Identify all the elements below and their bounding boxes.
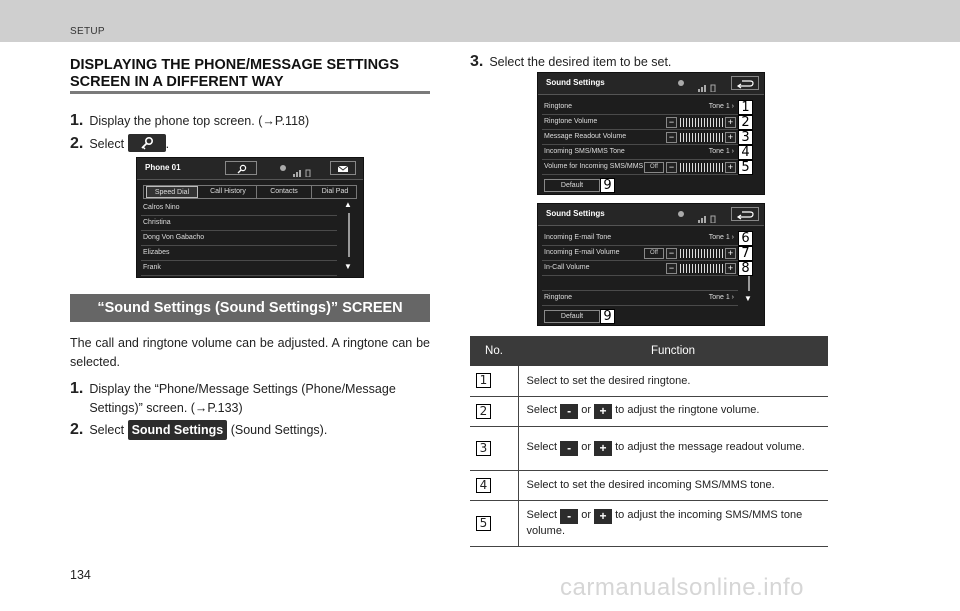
ringtone-volume-row: [542, 115, 738, 130]
tab-dial-pad[interactable]: Dial Pad: [321, 188, 349, 195]
title-rule: [70, 91, 430, 94]
phone-screen-title: Phone 01: [145, 163, 181, 172]
ringtone-row[interactable]: [542, 291, 738, 306]
volume-plus-button[interactable]: +: [725, 248, 736, 259]
function-cell: [518, 396, 828, 426]
sound-screen-header: [538, 73, 764, 95]
row-tone: Tone 1 ›: [708, 103, 734, 110]
table-row: [470, 470, 828, 500]
signal-icon: [293, 164, 315, 172]
row-tone: Tone 1 ›: [708, 294, 734, 301]
step-text: Display the phone top screen. (→P.118): [89, 114, 310, 128]
phone-screen-header: [137, 158, 363, 180]
function-table: [470, 336, 828, 547]
sound-screen-title: Sound Settings: [546, 209, 605, 218]
default-button[interactable]: Default: [544, 179, 600, 192]
bluetooth-icon: [280, 165, 286, 171]
row-label: In-Call Volume: [544, 264, 590, 271]
step-3: [470, 53, 671, 71]
step-number: 1.: [70, 380, 84, 397]
minus-button-icon: -: [560, 509, 578, 524]
minus-button-icon: -: [560, 441, 578, 456]
column-header-no: No.: [470, 336, 518, 366]
default-button[interactable]: Default: [544, 310, 600, 323]
step-number: 2.: [70, 421, 84, 438]
function-text: Select: [526, 441, 558, 453]
table-row: [470, 500, 828, 546]
section-label: SETUP: [70, 26, 105, 37]
tab-call-history[interactable]: Call History: [200, 186, 257, 198]
column-header-function: Function: [518, 336, 828, 366]
in-call-volume-row: [542, 261, 738, 276]
function-text: to adjust the ringtone volume.: [615, 404, 760, 416]
page-number: 134: [70, 568, 91, 582]
table-row: [470, 366, 828, 396]
volume-minus-button[interactable]: −: [666, 162, 677, 173]
sms-volume-row: [542, 160, 738, 175]
step-1b: [70, 380, 430, 418]
contact-name: Frank: [143, 264, 161, 271]
callout-5: 5: [738, 160, 753, 175]
back-icon[interactable]: [731, 207, 759, 221]
step-text-end: .: [165, 137, 170, 151]
back-icon[interactable]: [731, 76, 759, 90]
volume-bar[interactable]: [680, 264, 724, 273]
callout-9: 9: [600, 178, 615, 193]
row-number-cell: [470, 366, 518, 396]
scrollbar[interactable]: [748, 276, 750, 291]
volume-bar[interactable]: [680, 133, 724, 142]
row-number-cell: [470, 500, 518, 546]
sound-settings-screen-2: [537, 203, 765, 326]
contact-row[interactable]: [141, 216, 337, 231]
row-label: Volume for Incoming SMS/MMS: [544, 163, 644, 170]
row-number: 4: [476, 478, 491, 493]
plus-button-icon: +: [594, 404, 612, 419]
signal-icon: [698, 210, 720, 218]
function-text: or: [581, 441, 591, 453]
scroll-down-icon[interactable]: ▼: [744, 294, 752, 303]
callout-4: 4: [738, 145, 753, 160]
scroll-up-icon[interactable]: ▲: [344, 200, 352, 209]
volume-bar[interactable]: [680, 163, 724, 172]
function-cell: [518, 426, 828, 470]
settings-button-icon: [128, 134, 166, 152]
row-label: Incoming SMS/MMS Tone: [544, 148, 625, 155]
off-toggle[interactable]: Off: [644, 162, 664, 173]
empty-row: [542, 276, 738, 291]
step-number: 1.: [70, 112, 84, 129]
sound-screen-title: Sound Settings: [546, 78, 605, 87]
volume-minus-button[interactable]: −: [666, 117, 677, 128]
step-text: Select: [89, 137, 125, 151]
contact-row[interactable]: [141, 246, 337, 261]
row-number-cell: [470, 396, 518, 426]
tab-contacts[interactable]: Contacts: [257, 186, 312, 198]
table-row: [470, 396, 828, 426]
step-text-end: (Sound Settings).: [230, 423, 328, 437]
step-1: [70, 112, 309, 130]
volume-bar[interactable]: [680, 118, 724, 127]
row-number: 1: [476, 373, 491, 388]
step-text: Select the desired item to be set.: [489, 55, 672, 69]
sms-tone-row[interactable]: [542, 145, 738, 160]
table-header-row: [470, 336, 828, 366]
settings-key-icon[interactable]: [225, 161, 257, 175]
callout-6: 6: [738, 231, 753, 246]
message-icon[interactable]: [330, 161, 356, 175]
row-label: Incoming E-mail Tone: [544, 234, 612, 241]
step-2: [70, 134, 169, 153]
step-number: 3.: [470, 53, 484, 70]
function-text: to adjust the incoming SMS/MMS tone volume.: [526, 509, 803, 537]
volume-minus-button[interactable]: −: [666, 263, 677, 274]
phone-tabbar: [143, 185, 357, 199]
email-volume-row: [542, 246, 738, 261]
callout-1: 1: [738, 100, 753, 115]
function-cell: Select to set the desired incoming SMS/MMS tone.: [518, 470, 828, 500]
row-tone: Tone 1 ›: [708, 148, 734, 155]
volume-minus-button[interactable]: −: [666, 248, 677, 259]
row-number-cell: [470, 426, 518, 470]
plus-button-icon: +: [594, 509, 612, 524]
contact-row[interactable]: [141, 201, 337, 216]
contact-row[interactable]: [141, 231, 337, 246]
row-label: Ringtone: [544, 103, 573, 110]
header-bar: [0, 0, 960, 42]
phone-screen: [136, 157, 364, 278]
row-label: Ringtone Volume: [544, 118, 598, 125]
callout-7: 7: [738, 246, 753, 261]
message-readout-row: [542, 130, 738, 145]
row-label: Ringtone: [544, 294, 573, 301]
volume-plus-button[interactable]: +: [725, 263, 736, 274]
row-tone: Tone 1 ›: [708, 234, 734, 241]
tab-speed-dial[interactable]: Speed Dial: [146, 186, 198, 198]
sound-settings-screen-1: [537, 72, 765, 195]
row-label: Message Readout Volume: [544, 133, 627, 140]
row-label: Incoming E-mail Volume: [544, 249, 620, 256]
contact-name: Christina: [143, 219, 171, 226]
step-number: 2.: [70, 135, 84, 152]
section-title: DISPLAYING THE PHONE/MESSAGE SETTINGS SCREEN IN A DIFFERENT WAY: [70, 57, 399, 90]
off-toggle[interactable]: Off: [644, 248, 664, 259]
scrollbar[interactable]: [348, 213, 350, 257]
volume-plus-button[interactable]: +: [725, 162, 736, 173]
contact-name: Calros Nino: [143, 204, 180, 211]
volume-plus-button[interactable]: +: [725, 132, 736, 143]
function-text: Select: [526, 509, 558, 521]
contact-name: Elizabes: [143, 249, 170, 256]
row-number: 5: [476, 516, 491, 531]
plus-button-icon: +: [594, 441, 612, 456]
contact-row[interactable]: [141, 261, 337, 276]
function-cell: [518, 500, 828, 546]
function-text: or: [581, 509, 591, 521]
step-2b: [70, 420, 327, 440]
minus-button-icon: -: [560, 404, 578, 419]
sound-screen-header: [538, 204, 764, 226]
function-text: Select: [526, 404, 558, 416]
step-text: Select: [89, 423, 125, 437]
bluetooth-icon: [678, 211, 684, 217]
signal-icon: [698, 79, 720, 87]
ringtone-row[interactable]: [542, 100, 738, 115]
step-text: Display the “Phone/Message Settings (Phone/Message Settings)” screen. (→P.133): [89, 382, 396, 415]
function-text: or: [581, 404, 591, 416]
row-number: 2: [476, 404, 491, 419]
email-tone-row[interactable]: [542, 231, 738, 246]
callout-8: 8: [738, 261, 753, 276]
volume-minus-button[interactable]: −: [666, 132, 677, 143]
scroll-down-icon[interactable]: ▼: [344, 262, 352, 271]
section-banner: “Sound Settings (Sound Settings)” SCREEN: [70, 294, 430, 322]
function-cell: Select to set the desired ringtone.: [518, 366, 828, 396]
callout-9: 9: [600, 309, 615, 324]
volume-bar[interactable]: [680, 249, 724, 258]
callout-2: 2: [738, 115, 753, 130]
volume-plus-button[interactable]: +: [725, 117, 736, 128]
description-paragraph: The call and ringtone volume can be adjusted. A ringtone can be selected.: [70, 336, 430, 369]
row-number: 3: [476, 441, 491, 456]
function-text: to adjust the message readout volume.: [615, 441, 805, 453]
bluetooth-icon: [678, 80, 684, 86]
watermark-text: carmanualsonline.info: [560, 574, 804, 601]
table-row: [470, 426, 828, 470]
sound-settings-button: Sound Settings: [128, 420, 228, 440]
row-number-cell: [470, 470, 518, 500]
callout-3: 3: [738, 130, 753, 145]
contact-name: Dong Von Gabacho: [143, 234, 205, 241]
